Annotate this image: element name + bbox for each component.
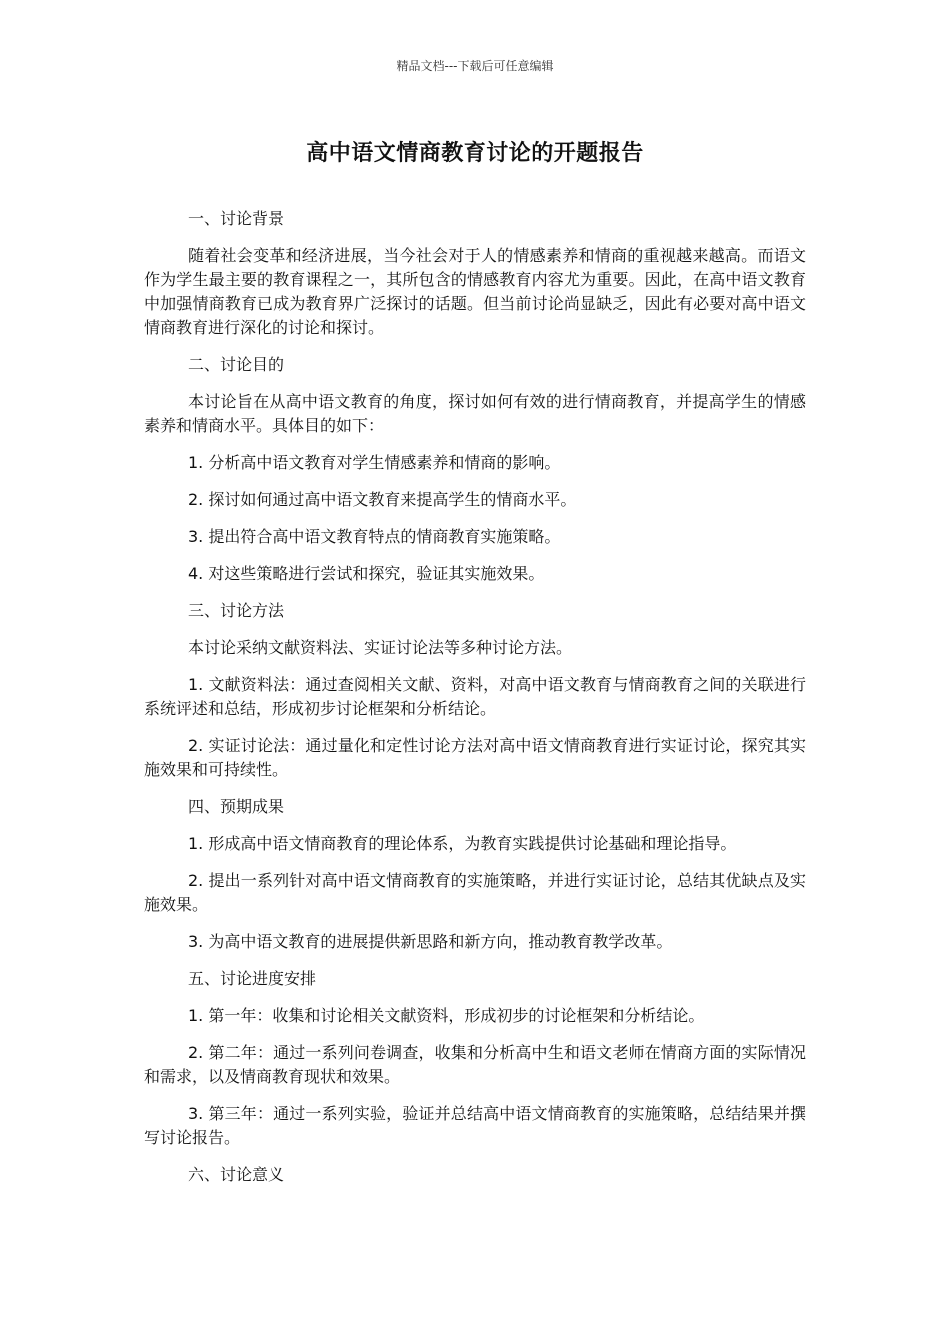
paragraph-methods: 本讨论采纳文献资料法、实证讨论法等多种讨论方法。 <box>188 638 573 657</box>
document-title: 高中语文情商教育讨论的开题报告 <box>306 141 644 166</box>
list-item-purpose-3: 3. 提出符合高中语文教育特点的情商教育实施策略。 <box>188 527 561 546</box>
list-item-outcome-1: 1. 形成高中语文情商教育的理论体系，为教育实践提供讨论基础和理论指导。 <box>188 834 737 853</box>
paragraph-purpose: 本讨论旨在从高中语文教育的角度，探讨如何有效的进行情商教育，并提高学生的情感素养和情商水平。具体目的如下： <box>144 392 806 435</box>
document-body <box>144 207 806 1200</box>
paragraph-background: 随着社会变革和经济进展，当今社会对于人的情感素养和情商的重视越来越高。而语文作为学生最主要的教育课程之一，其所包含的情感教育内容尤为重要。因此，在高中语文教育中加强情商教育已成为教育界广泛探讨的话题。但当前讨论尚显缺乏，因此有必要对高中语文情商教育进行深化的讨论和探讨。 <box>144 246 806 337</box>
list-item-purpose-2: 2. 探讨如何通过高中语文教育来提高学生的情商水平。 <box>188 490 577 509</box>
list-item-method-2: 2. 实证讨论法：通过量化和定性讨论方法对高中语文情商教育进行实证讨论，探究其实施效果和可持续性。 <box>144 736 806 779</box>
list-item-outcome-2: 2. 提出一系列针对高中语文情商教育的实施策略，并进行实证讨论，总结其优缺点及实施效果。 <box>144 871 806 914</box>
section-heading-background: 一、讨论背景 <box>188 209 285 228</box>
list-item-purpose-4: 4. 对这些策略进行尝试和探究，验证其实施效果。 <box>188 564 545 583</box>
section-heading-methods: 三、讨论方法 <box>188 601 285 620</box>
list-item-schedule-2: 2. 第二年：通过一系列问卷调查，收集和分析高中生和语文老师在情商方面的实际情况和需求，以及情商教育现状和效果。 <box>144 1043 806 1086</box>
section-heading-schedule: 五、讨论进度安排 <box>188 969 317 988</box>
section-heading-purpose: 二、讨论目的 <box>188 355 285 374</box>
list-item-method-1: 1. 文献资料法：通过查阅相关文献、资料，对高中语文教育与情商教育之间的关联进行系统评述和总结，形成初步讨论框架和分析结论。 <box>144 675 806 718</box>
list-item-purpose-1: 1. 分析高中语文教育对学生情感素养和情商的影响。 <box>188 453 561 472</box>
list-item-schedule-3: 3. 第三年：通过一系列实验，验证并总结高中语文情商教育的实施策略，总结结果并撰写讨论报告。 <box>144 1104 806 1147</box>
list-item-outcome-3: 3. 为高中语文教育的进展提供新思路和新方向，推动教育教学改革。 <box>188 932 673 951</box>
list-item-schedule-1: 1. 第一年：收集和讨论相关文献资料，形成初步的讨论框架和分析结论。 <box>188 1006 705 1025</box>
header-note: 精品文档---下载后可任意编辑 <box>396 59 554 73</box>
section-heading-outcomes: 四、预期成果 <box>188 797 285 816</box>
section-heading-significance: 六、讨论意义 <box>188 1165 285 1184</box>
